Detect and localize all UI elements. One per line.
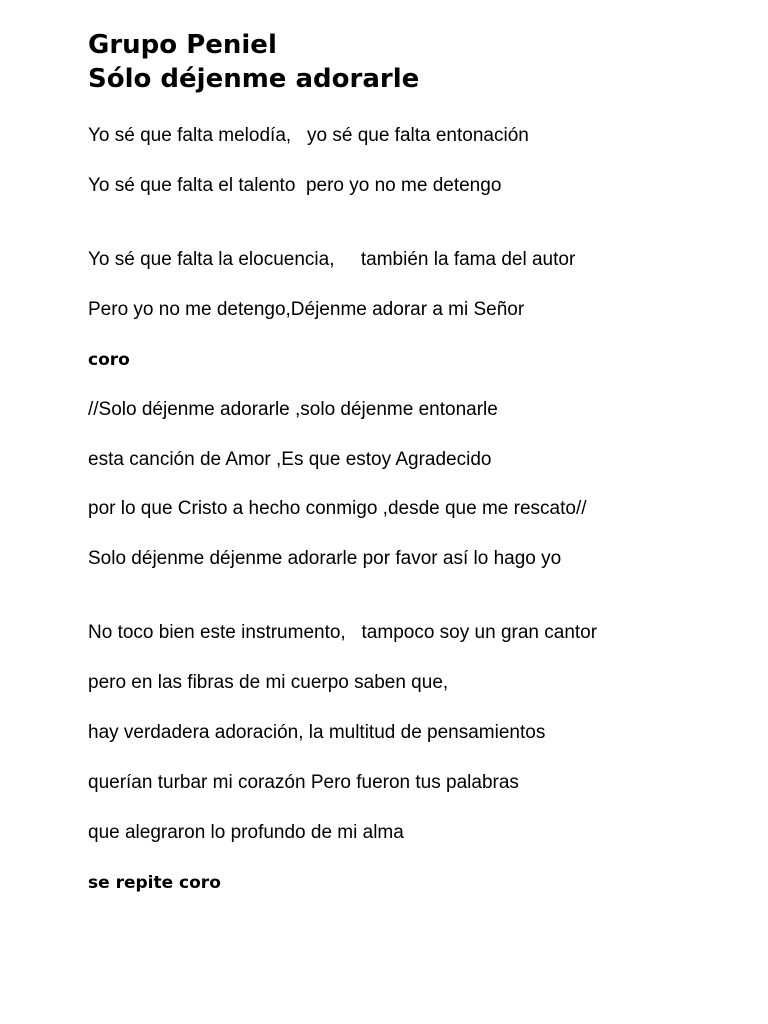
lyric-line: Yo sé que falta el talento pero yo no me detengo xyxy=(88,175,502,196)
lyric-line: por lo que Cristo a hecho conmigo ,desde que me rescato// xyxy=(88,498,587,519)
title-block xyxy=(88,28,419,96)
lyric-line: Pero yo no me detengo,Déjenme adorar a mi Señor xyxy=(88,299,525,320)
lyric-line: querían turbar mi corazón Pero fueron tus palabras xyxy=(88,772,519,793)
lyric-line: esta canción de Amor ,Es que estoy Agradecido xyxy=(88,449,492,470)
lyric-line: que alegraron lo profundo de mi alma xyxy=(88,822,404,843)
lyric-line: hay verdadera adoración, la multitud de pensamientos xyxy=(88,722,546,743)
lyric-line: //Solo déjenme adorarle ,solo déjenme entonarle xyxy=(88,399,498,420)
lyric-line: Solo déjenme déjenme adorarle por favor así lo hago yo xyxy=(88,548,562,569)
song-title: Sólo déjenme adorarle xyxy=(88,64,420,94)
document-title: Grupo Peniel xyxy=(88,30,277,60)
repeat-chorus-label: se repite coro xyxy=(88,873,221,893)
lyric-line: No toco bien este instrumento, tampoco soy un gran cantor xyxy=(88,622,598,643)
lyric-line: Yo sé que falta melodía, yo sé que falta entonación xyxy=(88,125,529,146)
lyric-line: Yo sé que falta la elocuencia, también la fama del autor xyxy=(88,249,576,270)
chorus-label: coro xyxy=(88,350,130,370)
lyric-line: pero en las fibras de mi cuerpo saben que, xyxy=(88,672,449,693)
